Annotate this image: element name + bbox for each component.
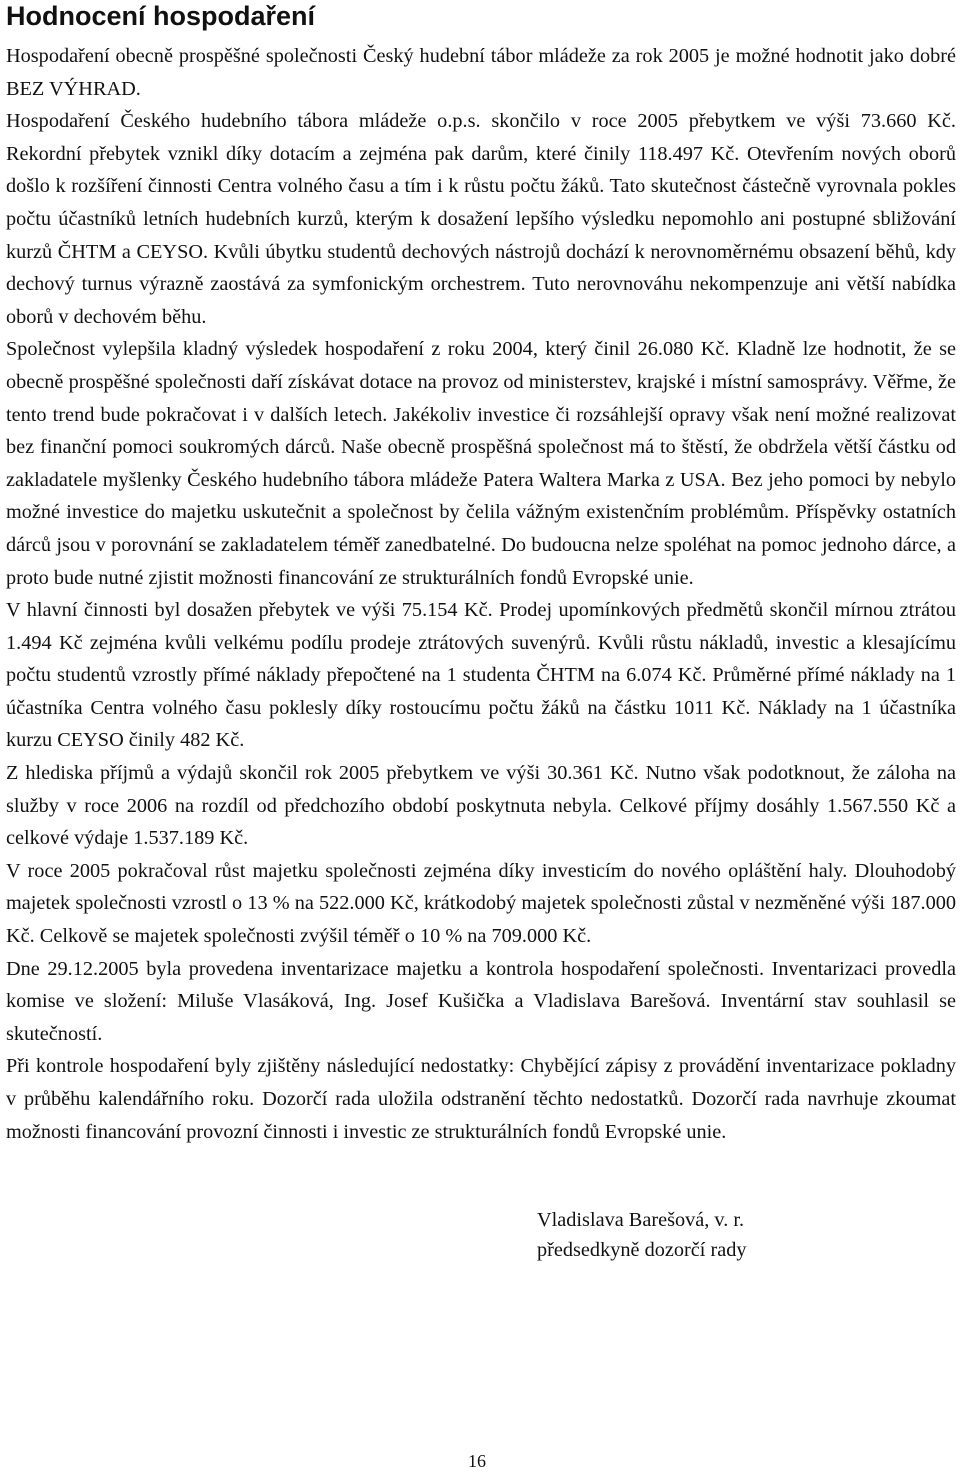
paragraph-comparison-2004: Společnost vylepšila kladný výsledek hospodaření z roku 2004, který činil 26.080 Kč. Kladně lze hodnotit, že se obecně prospěšné společnosti daří získávat dotace na provoz od ministerstev, krajské i místní samosprávy. Věřme, že tento trend bude pokračovat i v dalších letech. Jakékoliv investice či rozsáhlejší opravy však není možné realizovat bez finanční pomoci soukromých dárců. Naše obecně prospěšná společnost má to štěstí, že obdržela větší částku od zakladatele myšlenky Českého hudebního tábora mládeže Patera Waltera Marka z USA. Bez jeho pomoci by nebylo možné investice do majetku uskutečnit a společnost by čelila vážným existenčním problémům. Příspěvky ostatních dárců jsou v porovnání se zakladatelem téměř zanedbatelné. Do budoucna nelze spoléhat na pomoc jednoho dárce, a proto bude nutné zjistit možnosti financování ze strukturálních fondů Evropské unie. bbox=[6, 338, 956, 589]
paragraph-surplus-2005: Hospodaření Českého hudebního tábora mládeže o.p.s. skončilo v roce 2005 přebytkem ve výši 73.660 Kč. Rekordní přebytek vznikl díky dotacím a zejména pak darům, které činily 118.497 Kč. Otevřením nových oborů došlo k rozšíření činnosti Centra volného času a tím i k růstu počtu žáků. Tato skutečnost částečně vyrovnala pokles počtu účastníků letních hudebních kurzů, kterým k dosažení lepšího výsledku nepomohlo ani postupné sbližování kurzů ČHTM a CEYSO. Kvůli úbytku studentů dechových nástrojů dochází k nerovnoměrnému obsazení běhů, kdy dechový turnus výrazně zaostává za symfonickým orchestrem. Tuto nerovnováhu nekompenzuje ani větší nabídka oborů v dechovém běhu. bbox=[6, 110, 956, 328]
paragraph-assets: V roce 2005 pokračoval růst majetku společnosti zejména díky investicím do nového opláštění haly. Dlouhodobý majetek společnosti vzrostl o 13 % na 522.000 Kč, krátkodobý majetek společnosti zůstal v nezměněné výši 187.000 Kč. Celkově se majetek společnosti zvýšil téměř o 10 % na 709.000 Kč. bbox=[6, 859, 956, 948]
signature-role: předsedkyně dozorčí rady bbox=[537, 1239, 747, 1261]
paragraph-audit-findings: Při kontrole hospodaření byly zjištěny následující nedostatky: Chybějící zápisy z provádění inventarizace pokladny v průběhu kalendářního roku. Dozorčí rada uložila odstranění těchto nedostatků. Dozorčí rada navrhuje zkoumat možnosti financování provozní činnosti i investic ze strukturálních fondů Evropské unie. bbox=[6, 1055, 956, 1143]
paragraph-inventory: Dne 29.12.2005 byla provedena inventarizace majetku a kontrola hospodaření společnosti. Inventarizaci provedla komise ve složení: Miluše Vlasáková, Ing. Josef Kušička a Vladislava Barešová. Inventární stav souhlasil se skutečností. bbox=[6, 957, 956, 1045]
paragraph-main-activity: V hlavní činnosti byl dosažen přebytek ve výši 75.154 Kč. Prodej upomínkových předmětů skončil mírnou ztrátou 1.494 Kč zejména kvůli velkému podílu prodeje ztrátových suvenýrů. Kvůli růstu nákladů, investic a klesajícímu počtu studentů vzrostly přímé náklady přepočtené na 1 studenta ČHTM na 6.074 Kč. Průměrné přímé náklady na 1 účastníka Centra volného času poklesly díky rostoucímu počtu žáků na částku 1011 Kč. Náklady na 1 účastníka kurzu CEYSO činily 482 Kč. bbox=[6, 599, 956, 752]
document-body bbox=[6, 40, 956, 1148]
page-title: Hodnocení hospodaření bbox=[6, 1, 316, 31]
paragraph-overall-assessment: Hospodaření obecně prospěšné společnosti Český hudební tábor mládeže za rok 2005 je možné hodnotit jako dobré BEZ VÝHRAD. bbox=[6, 45, 956, 100]
page-number: 16 bbox=[468, 1451, 486, 1471]
signature-name: Vladislava Barešová, v. r. bbox=[537, 1209, 745, 1231]
signature-block bbox=[537, 1205, 747, 1265]
paragraph-income-expenses: Z hlediska příjmů a výdajů skončil rok 2005 přebytkem ve výši 30.361 Kč. Nutno však podotknout, že záloha na služby v roce 2006 na rozdíl od předchozího období poskytnuta nebyla. Celkové příjmy dosáhly 1.567.550 Kč a celkové výdaje 1.537.189 Kč. bbox=[6, 762, 956, 850]
